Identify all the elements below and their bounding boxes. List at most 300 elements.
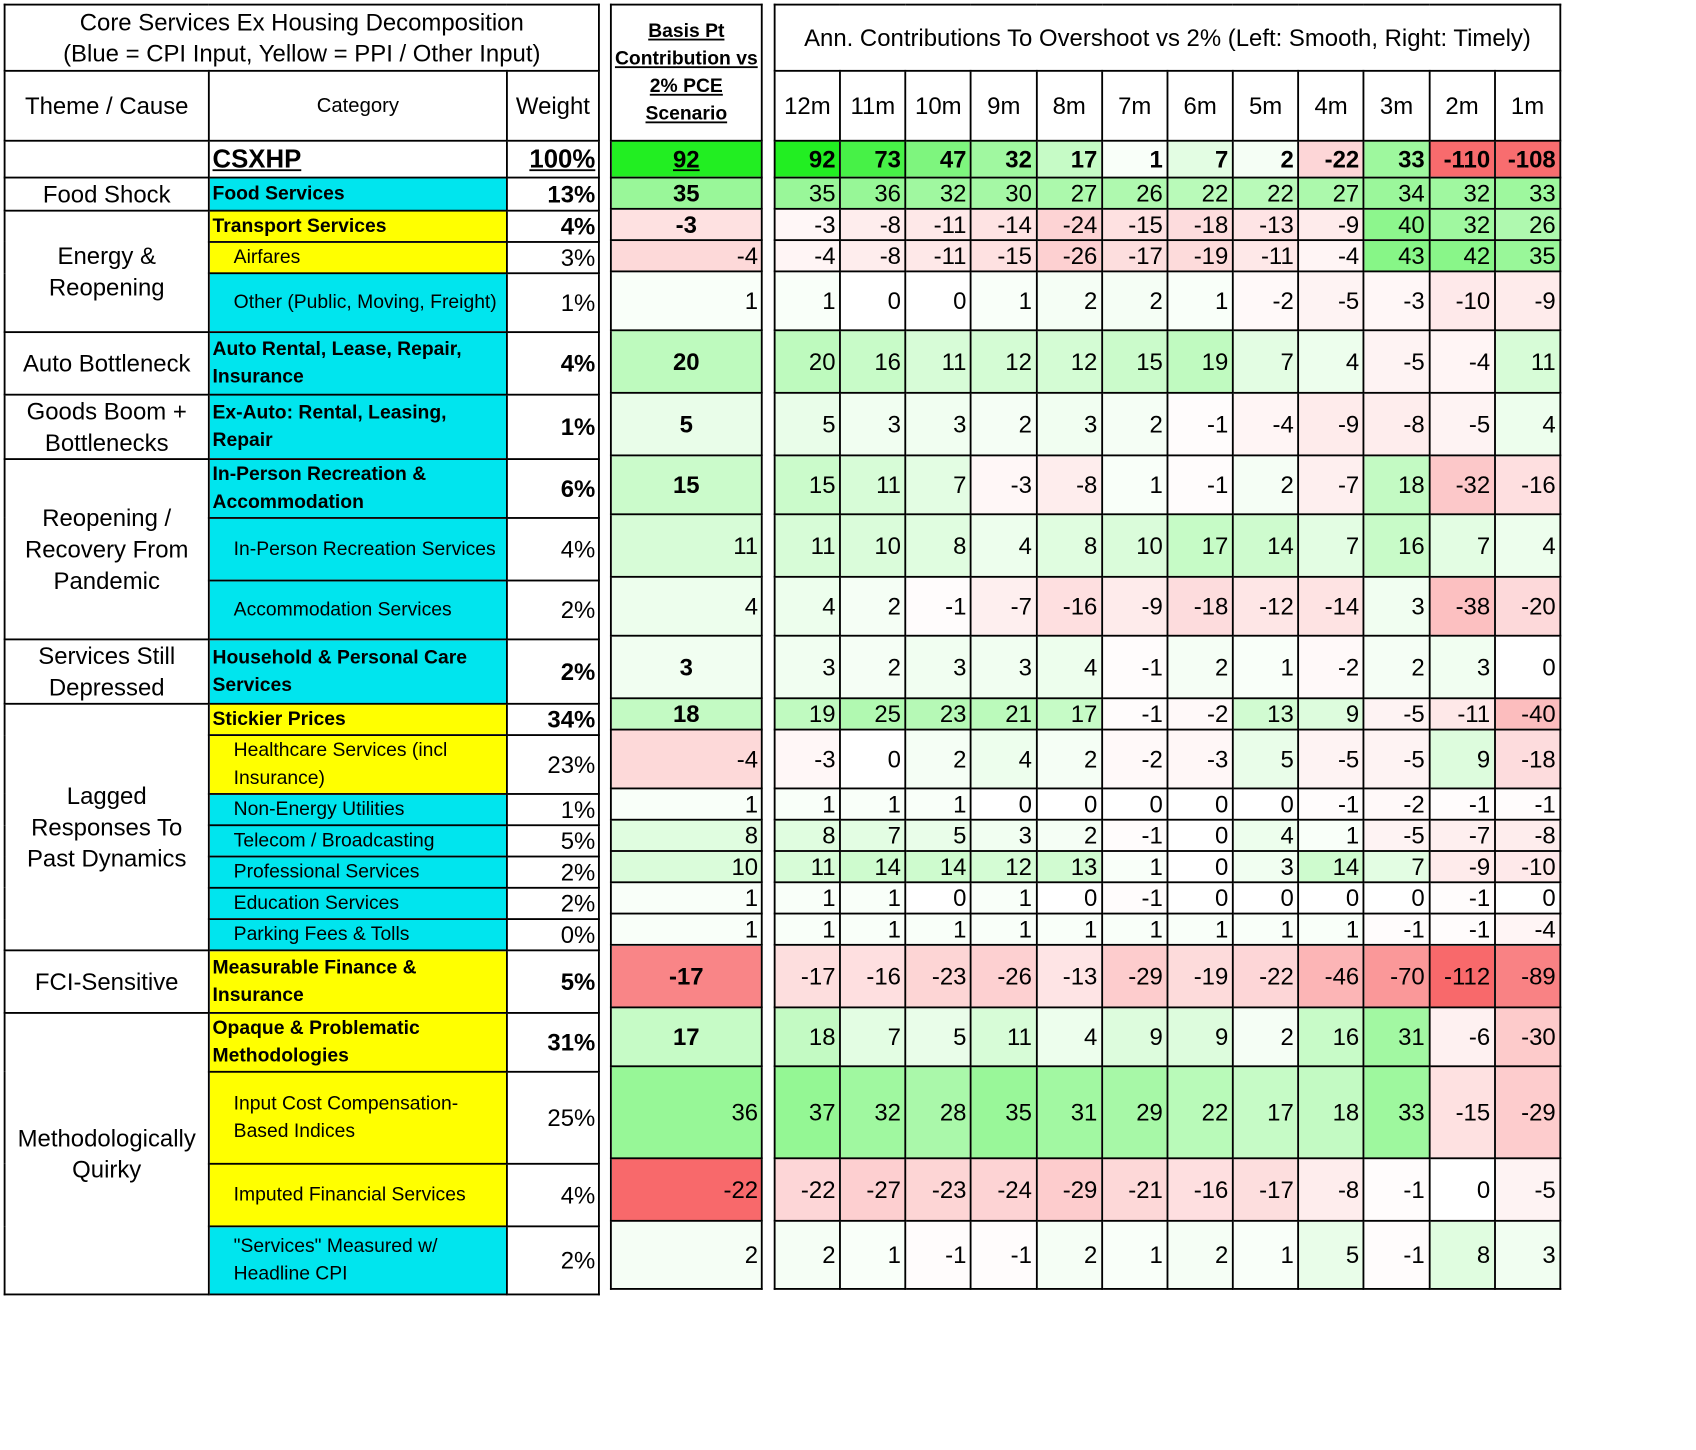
value-cell-6m: 19 (1167, 330, 1232, 393)
value-cell-8m: 12 (1036, 330, 1101, 393)
value-cell-8m: -13 (1036, 945, 1101, 1008)
table-row (611, 240, 762, 271)
value-cell-8m: 0 (1036, 882, 1101, 913)
bp-contribution: 1 (611, 882, 762, 913)
value-cell-11m: 2 (840, 577, 905, 636)
table-row (5, 704, 599, 735)
value-cell-6m: -16 (1167, 1158, 1232, 1221)
value-cell-11m: 16 (840, 330, 905, 393)
value-cell-12m: 2 (775, 1221, 840, 1289)
category-professional-services: Professional Services (209, 857, 507, 888)
value-cell-6m: -1 (1167, 393, 1232, 456)
table-row (611, 178, 762, 209)
value-cell-3m: 34 (1364, 178, 1429, 209)
category-telecom-broadcasting: Telecom / Broadcasting (209, 825, 507, 856)
category-in-person-recreation-accommodation: In-Person Recreation & Accommodation (209, 459, 507, 518)
period-header-6m: 6m (1167, 71, 1232, 141)
value-cell-8m: 27 (1036, 178, 1101, 209)
value-cell-6m: 22 (1167, 178, 1232, 209)
weight-value: 0% (507, 919, 599, 950)
value-cell-5m: -11 (1233, 240, 1298, 271)
table-row (775, 788, 1561, 819)
value-cell-10m: -23 (906, 1158, 971, 1221)
bp-contribution: 20 (611, 330, 762, 393)
value-cell-12m: 37 (775, 1066, 840, 1158)
value-cell-9m: -15 (971, 240, 1036, 271)
value-cell-11m: 11 (840, 455, 905, 514)
value-cell-11m: 7 (840, 1007, 905, 1066)
value-cell-9m: 3 (971, 820, 1036, 851)
value-cell-10m: 3 (906, 636, 971, 699)
weight-value: 100% (507, 141, 599, 178)
value-cell-10m: -1 (906, 577, 971, 636)
weight-value: 13% (507, 178, 599, 211)
value-cell-9m: 12 (971, 330, 1036, 393)
value-cell-1m: 35 (1495, 240, 1561, 271)
value-cell-11m: 2 (840, 636, 905, 699)
weight-value: 4% (507, 518, 599, 581)
right-panel (774, 4, 1562, 1290)
category-input-cost-compensation-based-indices: Input Cost Compensation-Based Indices (209, 1072, 507, 1164)
category-csxhp: CSXHP (209, 141, 507, 178)
table-row (775, 882, 1561, 913)
value-cell-8m: 1 (1036, 914, 1101, 945)
value-cell-12m: -3 (775, 209, 840, 240)
value-cell-1m: 0 (1495, 882, 1561, 913)
value-cell-8m: 2 (1036, 730, 1101, 789)
value-cell-7m: 1 (1102, 851, 1167, 882)
value-cell-4m: -2 (1298, 636, 1363, 699)
value-cell-4m: 9 (1298, 698, 1363, 729)
value-cell-10m: 47 (906, 141, 971, 178)
value-cell-9m: 1 (971, 914, 1036, 945)
value-cell-8m: 8 (1036, 514, 1101, 577)
value-cell-10m: 23 (906, 698, 971, 729)
bp-contribution: 35 (611, 178, 762, 209)
value-cell-2m: 9 (1429, 730, 1494, 789)
value-cell-3m: 2 (1364, 636, 1429, 699)
header-theme: Theme / Cause (5, 71, 209, 141)
value-cell-12m: 1 (775, 882, 840, 913)
value-cell-5m: 1 (1233, 1221, 1298, 1289)
title-line-2: (Blue = CPI Input, Yellow = PPI / Other Input) (63, 39, 541, 68)
value-cell-7m: -29 (1102, 945, 1167, 1008)
value-cell-11m: 3 (840, 393, 905, 456)
left-table (4, 4, 600, 1296)
table-row (611, 271, 762, 330)
value-cell-1m: 11 (1495, 330, 1561, 393)
value-cell-7m: -17 (1102, 240, 1167, 271)
value-cell-8m: -8 (1036, 455, 1101, 514)
value-cell-11m: -8 (840, 209, 905, 240)
table-row (775, 514, 1561, 577)
value-cell-1m: -1 (1495, 788, 1561, 819)
category-imputed-financial-services: Imputed Financial Services (209, 1164, 507, 1227)
period-header-1m: 1m (1495, 71, 1561, 141)
table-row (5, 459, 599, 518)
title-line-1: Core Services Ex Housing Decomposition (79, 8, 524, 36)
value-cell-5m: 2 (1233, 141, 1298, 178)
table-row (775, 455, 1561, 514)
value-cell-7m: 2 (1102, 393, 1167, 456)
value-cell-10m: -11 (906, 240, 971, 271)
category-opaque-problematic-methodologies: Opaque & Problematic Methodologies (209, 1013, 507, 1072)
category-in-person-recreation-services: In-Person Recreation Services (209, 518, 507, 581)
value-cell-5m: 7 (1233, 330, 1298, 393)
weight-value: 31% (507, 1013, 599, 1072)
value-cell-8m: 17 (1036, 698, 1101, 729)
table-row (775, 698, 1561, 729)
value-cell-4m: 18 (1298, 1066, 1363, 1158)
bp-contribution: 36 (611, 1066, 762, 1158)
value-cell-5m: 17 (1233, 1066, 1298, 1158)
table-row (611, 209, 762, 240)
value-cell-3m: -1 (1364, 914, 1429, 945)
value-cell-4m: 4 (1298, 330, 1363, 393)
contributions-title: Ann. Contributions To Overshoot vs 2% (Left: Smooth, Right: Timely) (775, 5, 1561, 71)
value-cell-10m: 1 (906, 788, 971, 819)
value-cell-9m: 32 (971, 141, 1036, 178)
value-cell-6m: -18 (1167, 577, 1232, 636)
value-cell-8m: -29 (1036, 1158, 1101, 1221)
value-cell-6m: 2 (1167, 1221, 1232, 1289)
value-cell-10m: 5 (906, 1007, 971, 1066)
table-row (611, 698, 762, 729)
value-cell-5m: 2 (1233, 1007, 1298, 1066)
value-cell-4m: -46 (1298, 945, 1363, 1008)
value-cell-6m: 1 (1167, 271, 1232, 330)
bp-contribution: 92 (611, 141, 762, 178)
weight-value: 25% (507, 1072, 599, 1164)
table-row (775, 209, 1561, 240)
bp-contribution: 1 (611, 788, 762, 819)
value-cell-4m: -14 (1298, 577, 1363, 636)
value-cell-9m: -26 (971, 945, 1036, 1008)
value-cell-8m: -24 (1036, 209, 1101, 240)
value-cell-4m: 16 (1298, 1007, 1363, 1066)
value-cell-8m: 17 (1036, 141, 1101, 178)
table-row (611, 914, 762, 945)
period-header-8m: 8m (1036, 71, 1101, 141)
value-cell-6m: -2 (1167, 698, 1232, 729)
value-cell-2m: 7 (1429, 514, 1494, 577)
period-header-10m: 10m (906, 71, 971, 141)
value-cell-10m: 7 (906, 455, 971, 514)
category-non-energy-utilities: Non-Energy Utilities (209, 794, 507, 825)
value-cell-4m: -5 (1298, 271, 1363, 330)
period-header-7m: 7m (1102, 71, 1167, 141)
value-cell-6m: 0 (1167, 788, 1232, 819)
table-row (611, 1007, 762, 1066)
value-cell-9m: 35 (971, 1066, 1036, 1158)
value-cell-9m: 2 (971, 393, 1036, 456)
category-education-services: Education Services (209, 888, 507, 919)
value-cell-10m: 32 (906, 178, 971, 209)
table-row (775, 914, 1561, 945)
value-cell-12m: 11 (775, 514, 840, 577)
bp-contribution: 11 (611, 514, 762, 577)
category-household-personal-care-services: Household & Personal Care Services (209, 639, 507, 703)
value-cell-12m: 5 (775, 393, 840, 456)
value-cell-1m: 0 (1495, 636, 1561, 699)
value-cell-1m: -9 (1495, 271, 1561, 330)
value-cell-1m: -16 (1495, 455, 1561, 514)
header-category: Category (209, 71, 507, 141)
value-cell-10m: 0 (906, 882, 971, 913)
header-weight: Weight (507, 71, 599, 141)
value-cell-3m: -3 (1364, 271, 1429, 330)
table-row (5, 211, 599, 242)
value-cell-8m: 2 (1036, 1221, 1101, 1289)
value-cell-6m: 22 (1167, 1066, 1232, 1158)
value-cell-7m: 29 (1102, 1066, 1167, 1158)
bp-contribution: 2 (611, 1221, 762, 1289)
value-cell-1m: -10 (1495, 851, 1561, 882)
value-cell-12m: 35 (775, 178, 840, 209)
value-cell-1m: -40 (1495, 698, 1561, 729)
value-cell-4m: -9 (1298, 393, 1363, 456)
value-cell-1m: -4 (1495, 914, 1561, 945)
value-cell-8m: 2 (1036, 271, 1101, 330)
value-cell-2m: -112 (1429, 945, 1494, 1008)
value-cell-5m: -17 (1233, 1158, 1298, 1221)
value-cell-10m: 14 (906, 851, 971, 882)
value-cell-4m: 1 (1298, 914, 1363, 945)
value-cell-10m: 1 (906, 914, 971, 945)
value-cell-9m: 21 (971, 698, 1036, 729)
table-row (775, 271, 1561, 330)
value-cell-6m: 7 (1167, 141, 1232, 178)
bp-contribution: 15 (611, 455, 762, 514)
table-row (611, 141, 762, 178)
value-cell-10m: 28 (906, 1066, 971, 1158)
value-cell-1m: -8 (1495, 820, 1561, 851)
value-cell-4m: 14 (1298, 851, 1363, 882)
value-cell-6m: -3 (1167, 730, 1232, 789)
value-cell-7m: -21 (1102, 1158, 1167, 1221)
table-row (611, 882, 762, 913)
value-cell-11m: 14 (840, 851, 905, 882)
value-cell-3m: 16 (1364, 514, 1429, 577)
value-cell-8m: 2 (1036, 820, 1101, 851)
bp-contribution: 5 (611, 393, 762, 456)
period-header-2m: 2m (1429, 71, 1494, 141)
table-row (775, 851, 1561, 882)
value-cell-1m: 3 (1495, 1221, 1561, 1289)
value-cell-10m: -23 (906, 945, 971, 1008)
value-cell-7m: 10 (1102, 514, 1167, 577)
value-cell-9m: 11 (971, 1007, 1036, 1066)
period-header-12m: 12m (775, 71, 840, 141)
theme-label: Reopening / Recovery From Pandemic (5, 459, 209, 639)
table-row (775, 178, 1561, 209)
bp-contribution: -4 (611, 240, 762, 271)
value-cell-3m: 18 (1364, 455, 1429, 514)
value-cell-12m: -22 (775, 1158, 840, 1221)
value-cell-5m: 1 (1233, 636, 1298, 699)
value-cell-5m: 4 (1233, 820, 1298, 851)
value-cell-1m: -89 (1495, 945, 1561, 1008)
value-cell-2m: 0 (1429, 1158, 1494, 1221)
value-cell-5m: 0 (1233, 788, 1298, 819)
category-transport-services: Transport Services (209, 211, 507, 242)
table-row (775, 1007, 1561, 1066)
value-cell-6m: -18 (1167, 209, 1232, 240)
table-row (5, 178, 599, 211)
value-cell-11m: 1 (840, 882, 905, 913)
value-cell-3m: -5 (1364, 330, 1429, 393)
theme-label: Services Still Depressed (5, 639, 209, 703)
value-cell-3m: 40 (1364, 209, 1429, 240)
value-cell-7m: 0 (1102, 788, 1167, 819)
value-cell-11m: -8 (840, 240, 905, 271)
value-cell-10m: 8 (906, 514, 971, 577)
category-measurable-finance-insurance: Measurable Finance & Insurance (209, 950, 507, 1013)
weight-value: 2% (507, 581, 599, 640)
category-services-measured-w-headline-cpi: "Services" Measured w/ Headline CPI (209, 1226, 507, 1294)
bp-contribution: 1 (611, 271, 762, 330)
value-cell-6m: -19 (1167, 240, 1232, 271)
value-cell-12m: 18 (775, 1007, 840, 1066)
table-row (5, 1013, 599, 1072)
table-row (775, 330, 1561, 393)
value-cell-7m: -1 (1102, 636, 1167, 699)
table-row (611, 514, 762, 577)
value-cell-2m: 42 (1429, 240, 1494, 271)
theme-label: FCI-Sensitive (5, 950, 209, 1013)
value-cell-5m: 1 (1233, 914, 1298, 945)
table-row (775, 240, 1561, 271)
weight-value: 23% (507, 735, 599, 794)
value-cell-4m: -5 (1298, 730, 1363, 789)
value-cell-10m: 3 (906, 393, 971, 456)
category-airfares: Airfares (209, 242, 507, 273)
value-cell-1m: 4 (1495, 393, 1561, 456)
value-cell-12m: 1 (775, 271, 840, 330)
value-cell-4m: -8 (1298, 1158, 1363, 1221)
value-cell-12m: -4 (775, 240, 840, 271)
period-header-3m: 3m (1364, 71, 1429, 141)
value-cell-2m: -6 (1429, 1007, 1494, 1066)
value-cell-3m: 33 (1364, 141, 1429, 178)
value-cell-5m: 14 (1233, 514, 1298, 577)
value-cell-5m: 22 (1233, 178, 1298, 209)
value-cell-2m: -32 (1429, 455, 1494, 514)
table-row (611, 788, 762, 819)
table-row (611, 577, 762, 636)
theme-label (5, 141, 209, 178)
bp-contribution: 17 (611, 1007, 762, 1066)
value-cell-10m: -1 (906, 1221, 971, 1289)
value-cell-5m: 13 (1233, 698, 1298, 729)
theme-label: Goods Boom + Bottlenecks (5, 395, 209, 459)
table-row (611, 945, 762, 1008)
header-bp: Basis Pt Contribution vs 2% PCE Scenario (611, 5, 762, 141)
value-cell-12m: 3 (775, 636, 840, 699)
table-title (5, 5, 599, 71)
theme-label: Methodologically Quirky (5, 1013, 209, 1295)
table-row (611, 1158, 762, 1221)
value-cell-11m: 32 (840, 1066, 905, 1158)
table-row (611, 330, 762, 393)
category-accommodation-services: Accommodation Services (209, 581, 507, 640)
value-cell-6m: -1 (1167, 455, 1232, 514)
value-cell-3m: -70 (1364, 945, 1429, 1008)
value-cell-6m: 0 (1167, 820, 1232, 851)
value-cell-6m: 9 (1167, 1007, 1232, 1066)
value-cell-2m: 3 (1429, 636, 1494, 699)
value-cell-7m: 1 (1102, 455, 1167, 514)
value-cell-3m: 3 (1364, 577, 1429, 636)
value-cell-8m: 0 (1036, 788, 1101, 819)
category-food-services: Food Services (209, 178, 507, 211)
category-parking-fees-tolls: Parking Fees & Tolls (209, 919, 507, 950)
value-cell-9m: -7 (971, 577, 1036, 636)
value-cell-10m: -11 (906, 209, 971, 240)
value-cell-7m: 9 (1102, 1007, 1167, 1066)
value-cell-3m: -5 (1364, 820, 1429, 851)
value-cell-1m: -30 (1495, 1007, 1561, 1066)
value-cell-6m: 0 (1167, 882, 1232, 913)
value-cell-3m: -8 (1364, 393, 1429, 456)
value-cell-3m: -1 (1364, 1221, 1429, 1289)
value-cell-2m: 32 (1429, 178, 1494, 209)
table-row (611, 636, 762, 699)
value-cell-12m: 92 (775, 141, 840, 178)
value-cell-5m: 0 (1233, 882, 1298, 913)
value-cell-1m: -5 (1495, 1158, 1561, 1221)
value-cell-2m: 8 (1429, 1221, 1494, 1289)
value-cell-12m: 1 (775, 788, 840, 819)
theme-label: Auto Bottleneck (5, 332, 209, 395)
value-cell-3m: -5 (1364, 698, 1429, 729)
value-cell-10m: 5 (906, 820, 971, 851)
bp-contribution: 18 (611, 698, 762, 729)
bp-table (610, 4, 763, 1290)
value-cell-2m: -110 (1429, 141, 1494, 178)
value-cell-4m: 0 (1298, 882, 1363, 913)
bp-contribution: -3 (611, 209, 762, 240)
period-header-11m: 11m (840, 71, 905, 141)
table-row (775, 730, 1561, 789)
value-cell-2m: -5 (1429, 393, 1494, 456)
bp-contribution: -17 (611, 945, 762, 1008)
value-cell-9m: 12 (971, 851, 1036, 882)
table-row (775, 577, 1561, 636)
value-cell-11m: 1 (840, 1221, 905, 1289)
value-cell-7m: 2 (1102, 271, 1167, 330)
theme-label: Energy & Reopening (5, 211, 209, 332)
value-cell-6m: 1 (1167, 914, 1232, 945)
value-cell-12m: 8 (775, 820, 840, 851)
value-cell-4m: -22 (1298, 141, 1363, 178)
value-cell-3m: 43 (1364, 240, 1429, 271)
value-cell-11m: 36 (840, 178, 905, 209)
weight-value: 1% (507, 273, 599, 332)
bp-contribution: 1 (611, 914, 762, 945)
value-cell-4m: 7 (1298, 514, 1363, 577)
value-cell-7m: 1 (1102, 141, 1167, 178)
value-cell-2m: -7 (1429, 820, 1494, 851)
table-row (611, 820, 762, 851)
value-cell-8m: 13 (1036, 851, 1101, 882)
value-cell-3m: 0 (1364, 882, 1429, 913)
value-cell-4m: 27 (1298, 178, 1363, 209)
weight-value: 5% (507, 825, 599, 856)
value-cell-12m: 1 (775, 914, 840, 945)
weight-value: 4% (507, 332, 599, 395)
value-cell-4m: 1 (1298, 820, 1363, 851)
